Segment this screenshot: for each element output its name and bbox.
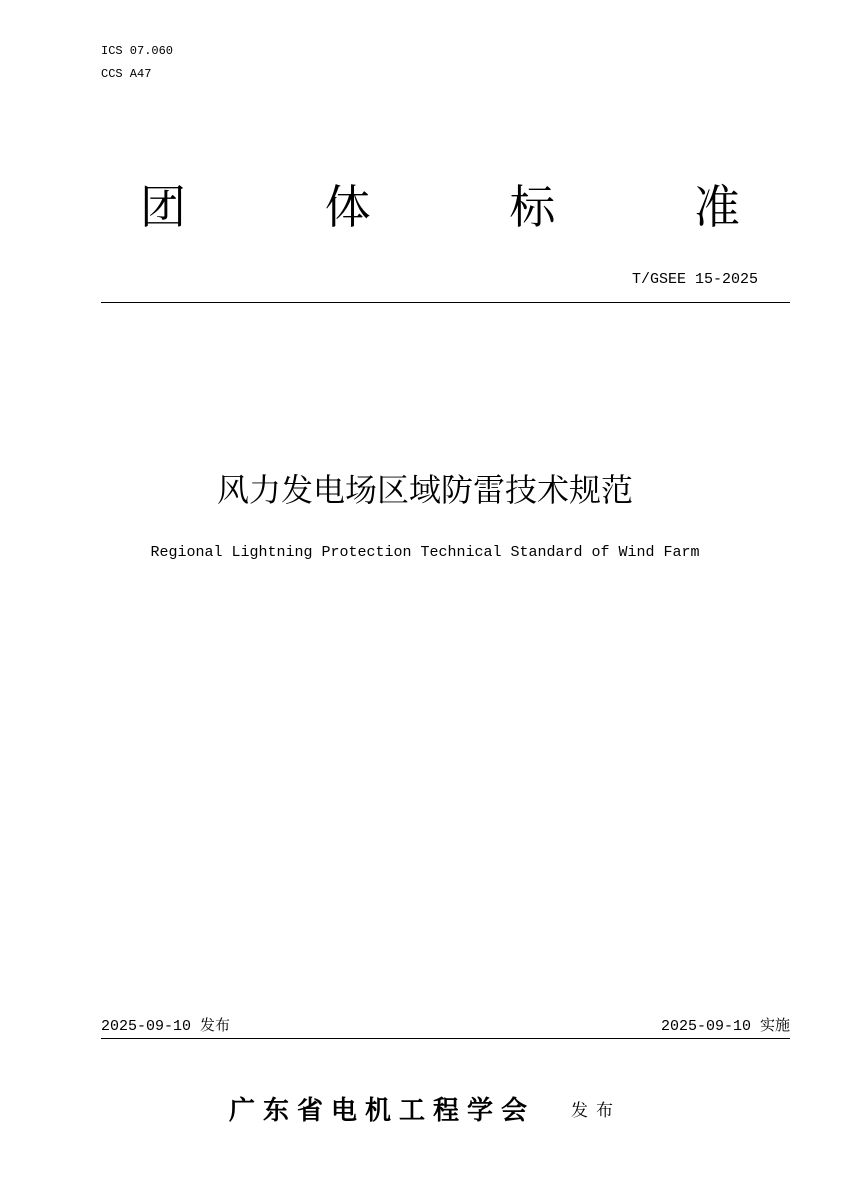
standard-number: T/GSEE 15-2025 [631, 271, 758, 288]
bottom-divider [101, 1038, 790, 1039]
doc-type-char-4: 准 [693, 180, 740, 234]
title-chinese: 风力发电场区域防雷技术规范 [216, 471, 633, 509]
top-divider [101, 302, 790, 303]
title-english: Regional Lightning Protection Technical Standard of Wind Farm [150, 544, 700, 561]
implementation-date: 2025-09-10 实施 [660, 1018, 790, 1035]
doc-type-char-1: 团 [140, 180, 186, 234]
ics-code: ICS 07.060 [101, 44, 174, 58]
publisher-row [0, 1086, 850, 1130]
ccs-code: CCS A47 [101, 67, 152, 81]
issue-date: 2025-09-10 发布 [101, 1018, 231, 1035]
document-type-heading [100, 172, 790, 242]
publisher-name: 广东省电机工程学会 [228, 1095, 535, 1126]
doc-type-char-3: 标 [509, 180, 556, 234]
publish-label: 发布 [571, 1100, 621, 1121]
doc-type-char-2: 体 [324, 180, 371, 234]
